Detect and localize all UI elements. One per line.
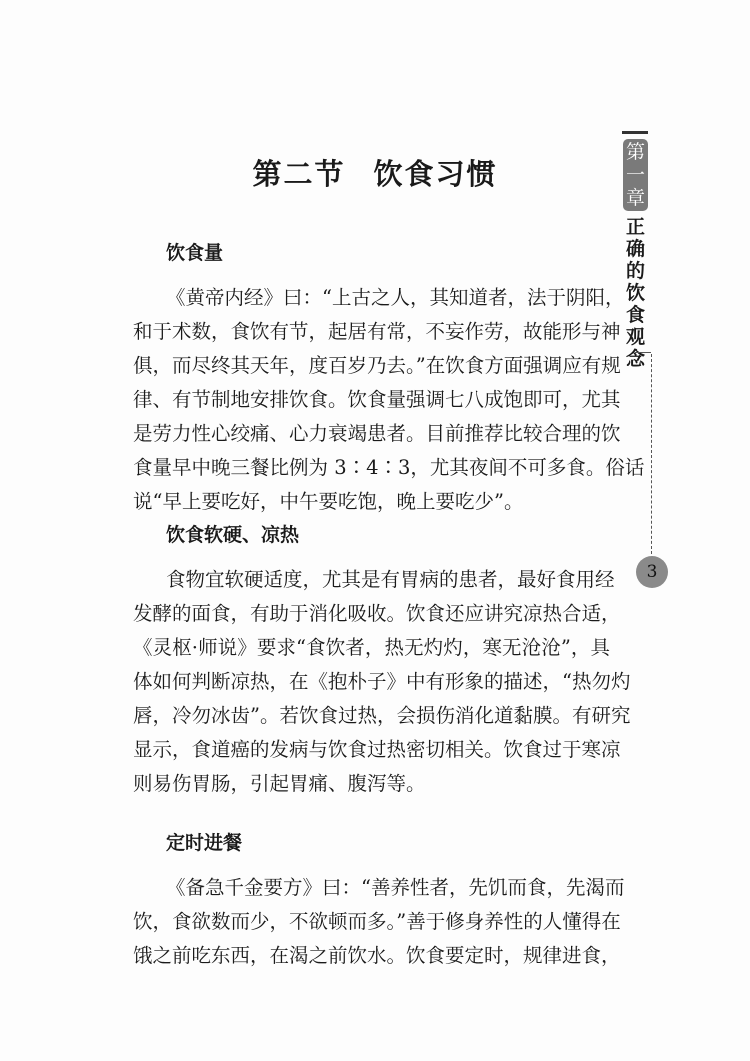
text-line: 《备急千金要方》曰：“善养性者，先饥而食，先渴而 bbox=[166, 876, 625, 899]
chapter-char: 第 bbox=[625, 140, 645, 163]
text-line: 《黄帝内经》曰：“上古之人，其知道者，法于阴阳， bbox=[166, 286, 625, 309]
subsection-heading: 饮食量 bbox=[166, 242, 224, 264]
chapter-title-char: 食 bbox=[625, 304, 645, 326]
section-name: 饮食习惯 bbox=[373, 157, 498, 191]
chapter-title bbox=[623, 216, 648, 370]
chapter-label bbox=[623, 139, 648, 211]
chapter-title-char: 饮 bbox=[625, 282, 645, 304]
section-number: 第二节 bbox=[252, 157, 346, 191]
page-number: 3 bbox=[636, 556, 668, 588]
chapter-title-char: 的 bbox=[625, 260, 645, 282]
text-line: 说“早上要吃好，中午要吃饱，晚上要吃少”。 bbox=[133, 490, 524, 513]
text-line: 《灵枢·师说》要求“食饮者，热无灼灼，寒无沧沧”，具 bbox=[133, 636, 610, 659]
chapter-char: 章 bbox=[625, 186, 645, 209]
chapter-char: 一 bbox=[625, 163, 645, 186]
subsection-heading: 定时进餐 bbox=[166, 832, 243, 854]
text-line: 饿之前吃东西，在渴之前饮水。饮食要定时，规律进食， bbox=[133, 944, 621, 967]
text-line: 发酵的面食，有助于消化吸收。饮食还应讲究凉热合适， bbox=[133, 602, 621, 625]
text-line: 食物宜软硬适度，尤其是有胃病的患者，最好食用经 bbox=[166, 568, 615, 591]
subsection-heading: 饮食软硬、凉热 bbox=[166, 524, 300, 546]
text-line: 食量早中晚三餐比例为 3∶4∶3，尤其夜间不可多食。俗话 bbox=[133, 456, 645, 479]
text-line: 和于术数，食饮有节，起居有常，不妄作劳，故能形与神 bbox=[133, 320, 621, 343]
chapter-title-char: 正 bbox=[625, 216, 645, 238]
chapter-tab-rule bbox=[622, 131, 648, 134]
divider bbox=[635, 352, 651, 353]
text-line: 体如何判断凉热，在《抱朴子》中有形象的描述，“热勿灼 bbox=[133, 670, 631, 693]
text-line: 是劳力性心绞痛、心力衰竭患者。目前推荐比较合理的饮 bbox=[133, 422, 621, 445]
chapter-title-char: 观 bbox=[625, 326, 645, 348]
chapter-title-char: 念 bbox=[625, 348, 645, 370]
text-line: 饮，食欲数而少，不欲顿而多。”善于修身养性的人懂得在 bbox=[133, 910, 621, 933]
text-line: 则易伤胃肠，引起胃痛、腹泻等。 bbox=[133, 772, 426, 795]
text-line: 俱，而尽终其天年，度百岁乃去。”在饮食方面强调应有规 bbox=[133, 354, 621, 377]
chapter-title-char: 确 bbox=[625, 238, 645, 260]
text-line: 律、有节制地安排饮食。饮食量强调七八成饱即可，尤其 bbox=[133, 388, 621, 411]
text-line: 显示，食道癌的发病与饮食过热密切相关。饮食过于寒凉 bbox=[133, 738, 621, 761]
text-line: 唇，冷勿冰齿”。若饮食过热，会损伤消化道黏膜。有研究 bbox=[133, 704, 631, 727]
dashed-divider bbox=[651, 354, 652, 554]
